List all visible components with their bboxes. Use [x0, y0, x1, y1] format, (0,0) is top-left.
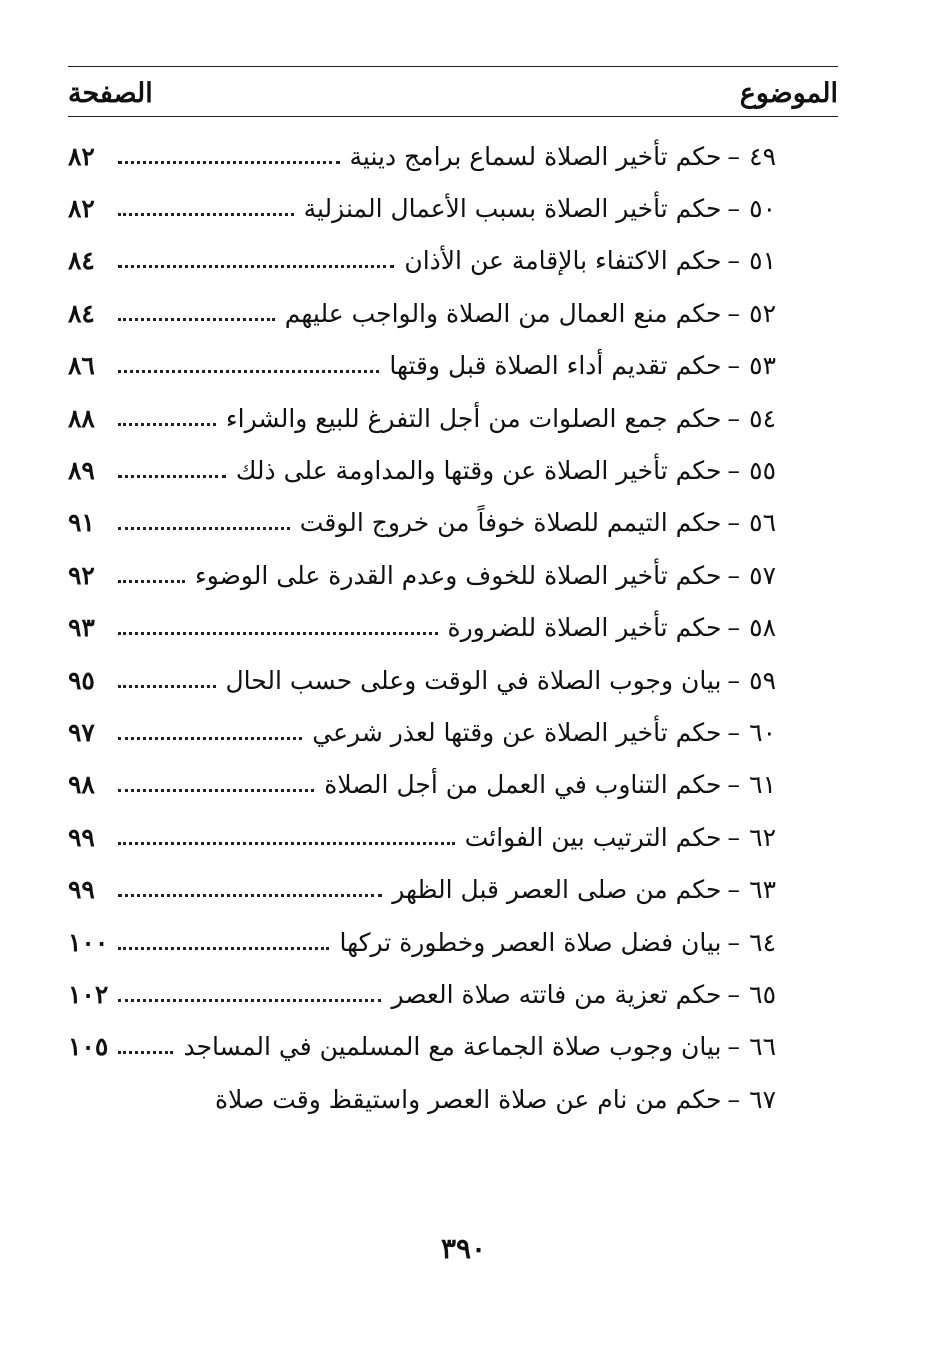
- dot-leader: [118, 632, 438, 635]
- entry-title: حكم الاكتفاء بالإقامة عن الأذان: [404, 246, 722, 276]
- entry-title: حكم من صلى العصر قبل الظهر: [392, 875, 722, 905]
- entry-title: حكم التناوب في العمل من أجل الصلاة: [324, 770, 722, 800]
- toc-entry: [68, 916, 776, 968]
- entry-dash: –: [727, 875, 740, 905]
- entry-number: ٥٦: [749, 508, 776, 538]
- entry-page-number: ٨٤: [68, 246, 95, 276]
- entry-page-number: ٨٩: [68, 456, 95, 486]
- dot-leader: [118, 842, 455, 845]
- dot-leader: [118, 213, 294, 216]
- entry-dash: –: [727, 560, 740, 590]
- entry-title: حكم تأخير الصلاة بسبب الأعمال المنزلية: [303, 194, 722, 224]
- entry-dash: –: [727, 1032, 740, 1062]
- entry-page-number: ٩١: [68, 508, 95, 538]
- dot-leader: [118, 1051, 173, 1054]
- entry-page-number: ٩٨: [68, 770, 95, 800]
- entry-dash: –: [727, 927, 740, 957]
- entry-dash: –: [727, 665, 740, 695]
- entry-title: حكم تأخير الصلاة للخوف وعدم القدرة على الوضوء: [194, 560, 722, 590]
- dot-leader: [118, 947, 329, 950]
- page-column-heading: الصفحة: [68, 77, 153, 109]
- dot-leader: [118, 423, 216, 426]
- dot-leader: [118, 370, 379, 373]
- dot-leader: [118, 999, 381, 1002]
- entry-dash: –: [727, 717, 740, 747]
- toc-entry: [68, 549, 776, 601]
- toc-entry: [68, 1073, 776, 1125]
- entry-page-number: ٨٢: [68, 141, 95, 171]
- toc-entry: [68, 497, 776, 549]
- entry-page-number: ٩٩: [68, 822, 95, 852]
- top-rule: [68, 66, 838, 67]
- entry-page-number: ١٠٢: [68, 979, 109, 1009]
- entry-title: حكم تأخير الصلاة عن وقتها لعذر شرعي: [312, 717, 722, 747]
- toc-entry: [68, 863, 776, 915]
- entry-dash: –: [727, 770, 740, 800]
- entry-page-number: ٨٢: [68, 194, 95, 224]
- entry-dash: –: [727, 456, 740, 486]
- entry-number: ٥٨: [749, 613, 776, 643]
- entry-page-number: ١٠٥: [68, 1032, 109, 1062]
- toc-entry: [68, 182, 776, 234]
- entry-title: حكم تعزية من فاتته صلاة العصر: [391, 979, 722, 1009]
- toc-entry: [68, 1021, 776, 1073]
- entry-dash: –: [727, 403, 740, 433]
- entry-title: حكم التيمم للصلاة خوفاً من خروج الوقت: [299, 508, 722, 538]
- toc-entry: [68, 968, 776, 1020]
- entry-dash: –: [727, 508, 740, 538]
- entry-page-number: ٩٥: [68, 665, 95, 695]
- toc-entry: [68, 811, 776, 863]
- toc-entry: [68, 706, 776, 758]
- entry-number: ٦٢: [749, 822, 776, 852]
- entry-number: ٦٥: [749, 979, 776, 1009]
- entry-number: ٥٣: [749, 351, 776, 381]
- entry-title: حكم تأخير الصلاة لسماع برامج دينية: [349, 141, 722, 171]
- toc-entry: [68, 340, 776, 392]
- entry-page-number: ٨٨: [68, 403, 95, 433]
- topic-column-heading: الموضوع: [739, 77, 838, 109]
- dot-leader: [118, 737, 302, 740]
- entry-dash: –: [727, 298, 740, 328]
- entry-dash: –: [727, 613, 740, 643]
- entry-number: ٦٤: [749, 927, 776, 957]
- dot-leader: [118, 580, 185, 583]
- dot-leader: [118, 318, 275, 321]
- entry-number: ٥٢: [749, 298, 776, 328]
- entry-number: ٥٠: [749, 194, 776, 224]
- entry-number: ٦٧: [749, 1084, 776, 1114]
- entry-page-number: ١٠٠: [68, 927, 109, 957]
- entry-page-number: ٩٣: [68, 613, 95, 643]
- entry-title: حكم تأخير الصلاة عن وقتها والمداومة على ذلك: [235, 456, 722, 486]
- dot-leader: [118, 894, 382, 897]
- toc-entry: [68, 654, 776, 706]
- dot-leader: [118, 475, 226, 478]
- entry-title: بيان وجوب الصلاة في الوقت وعلى حسب الحال: [225, 665, 722, 695]
- page-number: ٣٩٠: [440, 1232, 487, 1265]
- dot-leader: [118, 527, 290, 530]
- dot-leader: [118, 161, 340, 164]
- dot-leader: [118, 685, 216, 688]
- header-rule: [68, 116, 838, 117]
- entry-dash: –: [727, 1084, 740, 1114]
- entry-number: ٦٣: [749, 875, 776, 905]
- entry-dash: –: [727, 246, 740, 276]
- entry-title: حكم تأخير الصلاة للضرورة: [447, 613, 722, 643]
- entry-page-number: ٩٢: [68, 560, 95, 590]
- entry-number: ٦٠: [749, 717, 776, 747]
- toc-entry: [68, 759, 776, 811]
- toc-entry: [68, 287, 776, 339]
- entry-title: حكم من نام عن صلاة العصر واستيقظ وقت صلاة: [215, 1084, 722, 1114]
- dot-leader: [118, 789, 314, 792]
- entry-number: ٥٩: [749, 665, 776, 695]
- entry-page-number: ٩٩: [68, 875, 95, 905]
- entry-title: بيان وجوب صلاة الجماعة مع المسلمين في المساجد: [183, 1032, 722, 1062]
- entry-title: حكم تقديم أداء الصلاة قبل وقتها: [389, 351, 722, 381]
- entry-number: ٥٧: [749, 560, 776, 590]
- toc-header: [68, 70, 838, 116]
- entry-number: ٥٤: [749, 403, 776, 433]
- dot-leader: [118, 265, 394, 268]
- entry-page-number: ٩٧: [68, 717, 95, 747]
- entry-page-number: ٨٤: [68, 298, 95, 328]
- entry-number: ٤٩: [749, 141, 776, 171]
- entry-dash: –: [727, 141, 740, 171]
- toc-entry: [68, 444, 776, 496]
- entry-dash: –: [727, 822, 740, 852]
- toc-list: [68, 130, 776, 1125]
- entry-page-number: ٨٦: [68, 351, 95, 381]
- entry-title: حكم منع العمال من الصلاة والواجب عليهم: [284, 298, 722, 328]
- entry-title: حكم جمع الصلوات من أجل التفرغ للبيع والشراء: [225, 403, 722, 433]
- toc-entry: [68, 235, 776, 287]
- entry-title: بيان فضل صلاة العصر وخطورة تركها: [339, 927, 722, 957]
- toc-entry: [68, 130, 776, 182]
- entry-number: ٥٥: [749, 456, 776, 486]
- entry-dash: –: [727, 351, 740, 381]
- entry-title: حكم الترتيب بين الفوائت: [464, 822, 722, 852]
- entry-dash: –: [727, 194, 740, 224]
- toc-entry: [68, 392, 776, 444]
- entry-number: ٦٦: [749, 1032, 776, 1062]
- entry-dash: –: [727, 979, 740, 1009]
- entry-number: ٥١: [749, 246, 776, 276]
- toc-entry: [68, 602, 776, 654]
- entry-number: ٦١: [749, 770, 776, 800]
